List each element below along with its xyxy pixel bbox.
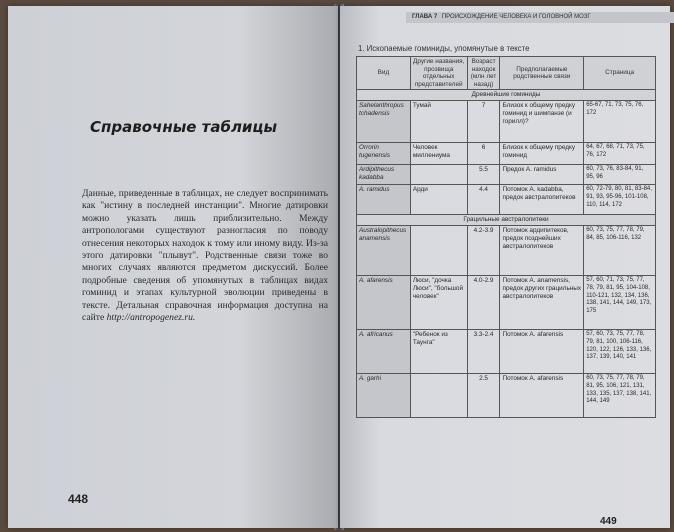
cell-age: 7: [467, 101, 500, 143]
website-link: http://antropogenez.ru.: [106, 312, 196, 324]
cell-pages: 57, 60, 73, 75, 77, 78, 79, 81, 100, 106-116, 120, 122, 126, 133, 136, 137, 139, 140, 141: [584, 330, 656, 374]
cell-species: A. ramidus: [357, 185, 411, 215]
table-row: [357, 374, 656, 418]
section-header-row: [357, 215, 656, 226]
table-header-row: [357, 57, 656, 90]
col-header-other-names: Другие названия, прозвища отдельных представителей: [410, 57, 467, 90]
cell-age: 4.0-2.9: [467, 276, 500, 330]
cell-relation: Потомок A. afarensis: [500, 374, 584, 418]
cell-species: Orrorin tugenensis: [357, 143, 411, 165]
page-title: Справочные таблицы: [90, 118, 278, 136]
cell-pages: 64, 67, 68, 71, 73, 75, 76, 172: [584, 143, 656, 165]
table-row: [357, 165, 656, 185]
table-row: [357, 143, 656, 165]
cell-pages: 60, 73, 75, 77, 78, 79, 84, 85, 106-116, 132: [584, 226, 656, 276]
cell-pages: 60, 73, 75, 77, 78, 79, 81, 95, 106, 121, 131, 133, 135, 137, 138, 141, 144, 149: [584, 374, 656, 418]
cell-other-names: [410, 374, 467, 418]
col-header-pages: Страница: [584, 57, 656, 90]
cell-age: 2.5: [467, 374, 500, 418]
cell-pages: 57, 60, 71, 73, 75, 77, 78, 79, 81, 95, 104-108, 110-121, 132, 134, 136, 138, 141, 144, 149, 173, 175: [584, 276, 656, 330]
col-header-species: Вид: [357, 57, 411, 90]
table-row: [357, 330, 656, 374]
page-number-right: 449: [600, 516, 617, 527]
cell-relation: Близок к общему предку гоминид и шимпанзе (и горилл)?: [500, 101, 584, 143]
cell-pages: 60, 73, 76, 83-84, 91, 95, 96: [584, 165, 656, 185]
cell-other-names: [410, 165, 467, 185]
cell-species: Ardipithecus kadabba: [357, 165, 411, 185]
cell-other-names: Человек миллениума: [410, 143, 467, 165]
cell-other-names: "Ребенок из Таунга": [410, 330, 467, 374]
cell-age: 4.2-3.9: [467, 226, 500, 276]
cell-relation: Предок A. ramidus: [500, 165, 584, 185]
cell-relation: Близок к общему предку гоминид: [500, 143, 584, 165]
cell-species: A. africanus: [357, 330, 411, 374]
cell-species: Sahelanthropus tchadensis: [357, 101, 411, 143]
cell-species: A. afarensis: [357, 276, 411, 330]
intro-paragraph: [82, 188, 328, 324]
cell-age: 3.3-2.4: [467, 330, 500, 374]
cell-species: Australopithecus anamensis: [357, 226, 411, 276]
right-page: [340, 6, 670, 528]
fossil-hominids-table: [356, 56, 656, 418]
cell-age: 6: [467, 143, 500, 165]
page-number-left: 448: [68, 492, 89, 506]
cell-relation: Потомок A. afarensis: [500, 330, 584, 374]
cell-other-names: Арди: [410, 185, 467, 215]
cell-relation: Потомок A. kadabba, предок австралопитеков: [500, 185, 584, 215]
cell-age: 4.4: [467, 185, 500, 215]
table-row: [357, 226, 656, 276]
intro-text: Данные, приведенные в таблицах, не следует воспринимать как "истину в последней инстанции". Многие датировки можно указать лишь приблизительно. Между антропологами существуют разногласия по поводу отнесения некоторых находок к тому или иному виду. Из-за этого датировки "плывут". Родственные связи тоже во многих случаях являются предметом дискуссий. Более подробные сведения об упомянутых в таблицах видах гоминид и этапах культурной эволюции приведены в тексте. Детальная справочная информация доступна на сайте: [82, 188, 328, 324]
cell-pages: 65-67, 71, 73, 75, 76, 172: [584, 101, 656, 143]
running-head-chapter: ГЛАВА 7: [412, 14, 438, 20]
running-head: [406, 12, 674, 23]
section-title: Древнейшие гоминиды: [357, 90, 656, 101]
cell-relation: Потомок ардипитеков, предок позднейших австралопитеков: [500, 226, 584, 276]
col-header-relations: Предполагаемые родственные связи: [500, 57, 584, 90]
col-header-age: Возраст находок (млн лет назад): [467, 57, 500, 90]
cell-other-names: [410, 226, 467, 276]
cell-other-names: Тумай: [410, 101, 467, 143]
cell-relation: Потомок A. anamensis, предок других грацильных австралопитеков: [500, 276, 584, 330]
cell-age: 5.5: [467, 165, 500, 185]
table-row: [357, 276, 656, 330]
table-caption: 1. Ископаемые гоминиды, упомянутые в тексте: [358, 44, 530, 53]
table-row: [357, 185, 656, 215]
left-page: [8, 6, 338, 528]
section-title: Грацильные австралопитеки: [357, 215, 656, 226]
cell-species: A. garhi: [357, 374, 411, 418]
table-row: [357, 101, 656, 143]
cell-pages: 60, 72-79, 80, 81, 83-84, 91, 93, 95-96, 101-108, 110, 114, 172: [584, 185, 656, 215]
cell-other-names: Люси, "дочка Люси", "большой человек": [410, 276, 467, 330]
section-header-row: [357, 90, 656, 101]
running-head-title: ПРОИСХОЖДЕНИЕ ЧЕЛОВЕКА И ГОЛОВНОЙ МОЗГ: [441, 14, 591, 20]
